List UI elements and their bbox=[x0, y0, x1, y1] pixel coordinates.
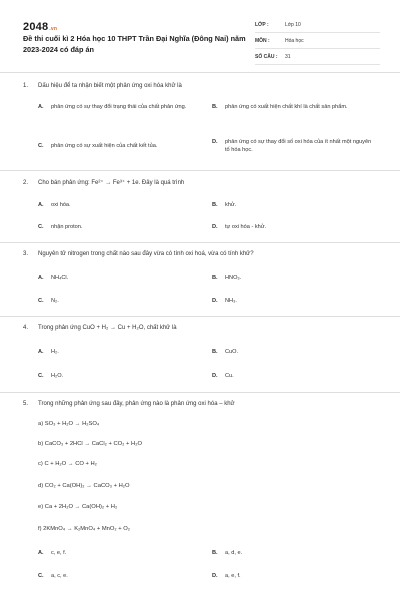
meta-row-class bbox=[255, 17, 380, 33]
option-c[interactable]: C. H₂O. bbox=[38, 373, 64, 379]
option-text: oxi hóa. bbox=[51, 202, 71, 208]
question-4 bbox=[23, 324, 383, 333]
meta-row-subject bbox=[255, 33, 380, 49]
option-d[interactable]: D. tự oxi hóa - khử. bbox=[212, 224, 267, 230]
option-d[interactable]: D. a, e, f. bbox=[212, 573, 241, 579]
divider bbox=[0, 170, 400, 171]
divider bbox=[0, 242, 400, 243]
option-c[interactable]: C. a, c, e. bbox=[38, 573, 68, 579]
option-a[interactable]: A. NH₄Cl. bbox=[38, 275, 69, 281]
reaction-c: c) C + H₂O → CO + H₂ bbox=[38, 461, 97, 467]
site-logo[interactable] bbox=[23, 21, 57, 33]
question-number: 4. bbox=[23, 325, 29, 331]
divider bbox=[0, 392, 400, 393]
reaction-d: d) CO₂ + Ca(OH)₂ → CaCO₃ + H₂O bbox=[38, 483, 130, 489]
option-text: khử. bbox=[225, 202, 237, 208]
question-5 bbox=[23, 400, 383, 409]
question-text: Trong những phản ứng sau đây, phản ứng nào là phản ứng oxi hóa – khử bbox=[38, 401, 235, 407]
question-text: Trong phản ứng CuO + H₂ → Cu + H₂O, chất khử là bbox=[38, 325, 177, 331]
question-number: 3. bbox=[23, 251, 29, 257]
option-d[interactable]: D. NH₃. bbox=[212, 298, 237, 304]
option-b[interactable]: B. a, d, e. bbox=[212, 550, 243, 556]
meta-row-count bbox=[255, 49, 380, 65]
logo-suffix: .vn bbox=[49, 26, 58, 32]
option-c[interactable]: C. phản ứng có sự xuất hiện của chất kết tủa. bbox=[38, 143, 158, 149]
option-text: NH₃. bbox=[225, 298, 237, 304]
meta-key: SỐ CÂU : bbox=[255, 53, 278, 60]
option-text: a, c, e. bbox=[51, 573, 68, 579]
reaction-a: a) SO₃ + H₂O → H₂SO₄ bbox=[38, 421, 100, 427]
option-text: tự oxi hóa - khử. bbox=[225, 224, 267, 230]
option-a[interactable]: A. c, e, f. bbox=[38, 550, 67, 556]
option-b[interactable]: B. HNO₃. bbox=[212, 275, 242, 281]
option-c[interactable]: C. nhận proton. bbox=[38, 224, 83, 230]
option-text: phản ứng có sự xuất hiện của chất kết tủa. bbox=[51, 143, 158, 149]
question-number: 5. bbox=[23, 401, 29, 407]
option-b[interactable]: B. khử. bbox=[212, 202, 237, 208]
question-number: 2. bbox=[23, 180, 29, 186]
divider bbox=[0, 316, 400, 317]
option-text: phản ứng có sự thay đổi trạng thái của chất phản ứng. bbox=[51, 104, 187, 110]
option-d[interactable]: D. Cu. bbox=[212, 373, 234, 379]
question-1 bbox=[23, 82, 383, 91]
option-text: phản ứng có xuất hiện chất khí là chất sản phẩm. bbox=[225, 104, 348, 110]
question-text: Dấu hiệu để ta nhận biết một phản ứng oxi hóa khử là bbox=[38, 83, 182, 89]
option-a[interactable]: A. H₂. bbox=[38, 349, 59, 355]
meta-key: MÔN : bbox=[255, 37, 270, 44]
option-text: c, e, f. bbox=[51, 550, 67, 556]
question-number: 1. bbox=[23, 83, 29, 89]
option-text: Cu. bbox=[225, 373, 234, 379]
meta-key: LỚP : bbox=[255, 21, 269, 28]
question-3 bbox=[23, 250, 383, 259]
option-text: H₂. bbox=[51, 349, 59, 355]
question-text: Nguyên tử nitrogen trong chất nào sau đây vừa có tính oxi hoá, vừa có tính khử? bbox=[38, 251, 254, 257]
logo-text: 2048 bbox=[23, 21, 49, 33]
option-text: a, d, e. bbox=[225, 550, 243, 556]
meta-value: Hóa học bbox=[285, 37, 304, 44]
option-text: H₂O. bbox=[51, 373, 64, 379]
option-text: nhận proton. bbox=[51, 224, 83, 230]
option-d[interactable]: D. phản ứng có sự thay đổi số oxi hóa của ít nhất một nguyên tố hóa học. bbox=[212, 138, 377, 154]
option-text: phản ứng có sự thay đổi số oxi hóa của ít nhất một nguyên tố hóa học. bbox=[225, 139, 372, 153]
meta-value: Lớp 10 bbox=[285, 21, 301, 28]
question-2 bbox=[23, 179, 383, 188]
option-b[interactable]: B. CuO. bbox=[212, 349, 239, 355]
reaction-b: b) CaCO₃ + 2HCl → CaCl₂ + CO₂ + H₂O bbox=[38, 441, 142, 447]
option-text: N₂. bbox=[51, 298, 59, 304]
exam-title: Đề thi cuối kì 2 Hóa học 10 THPT Trần Đại Nghĩa (Đông Nai) năm 2023-2024 có đáp án bbox=[23, 34, 246, 54]
option-a[interactable]: A. phản ứng có sự thay đổi trạng thái của chất phản ứng. bbox=[38, 104, 187, 110]
option-b[interactable]: B. phản ứng có xuất hiện chất khí là chất sản phẩm. bbox=[212, 104, 348, 110]
question-text: Cho bán phản ứng: Fe²⁺ → Fe³⁺ + 1e. Đây là quá trình bbox=[38, 180, 185, 186]
option-text: HNO₃. bbox=[225, 275, 242, 281]
divider bbox=[0, 72, 400, 73]
reaction-e: e) Ca + 2H₂O → Ca(OH)₂ + H₂ bbox=[38, 504, 118, 510]
option-text: a, e, f. bbox=[225, 573, 241, 579]
option-c[interactable]: C. N₂. bbox=[38, 298, 59, 304]
reaction-f: f) 2KMnO₄ → K₂MnO₄ + MnO₂ + O₂ bbox=[38, 526, 131, 532]
option-text: NH₄Cl. bbox=[51, 275, 69, 281]
option-a[interactable]: A. oxi hóa. bbox=[38, 202, 71, 208]
meta-value: 31 bbox=[285, 53, 291, 60]
option-text: CuO. bbox=[225, 349, 239, 355]
exam-meta bbox=[255, 17, 380, 65]
